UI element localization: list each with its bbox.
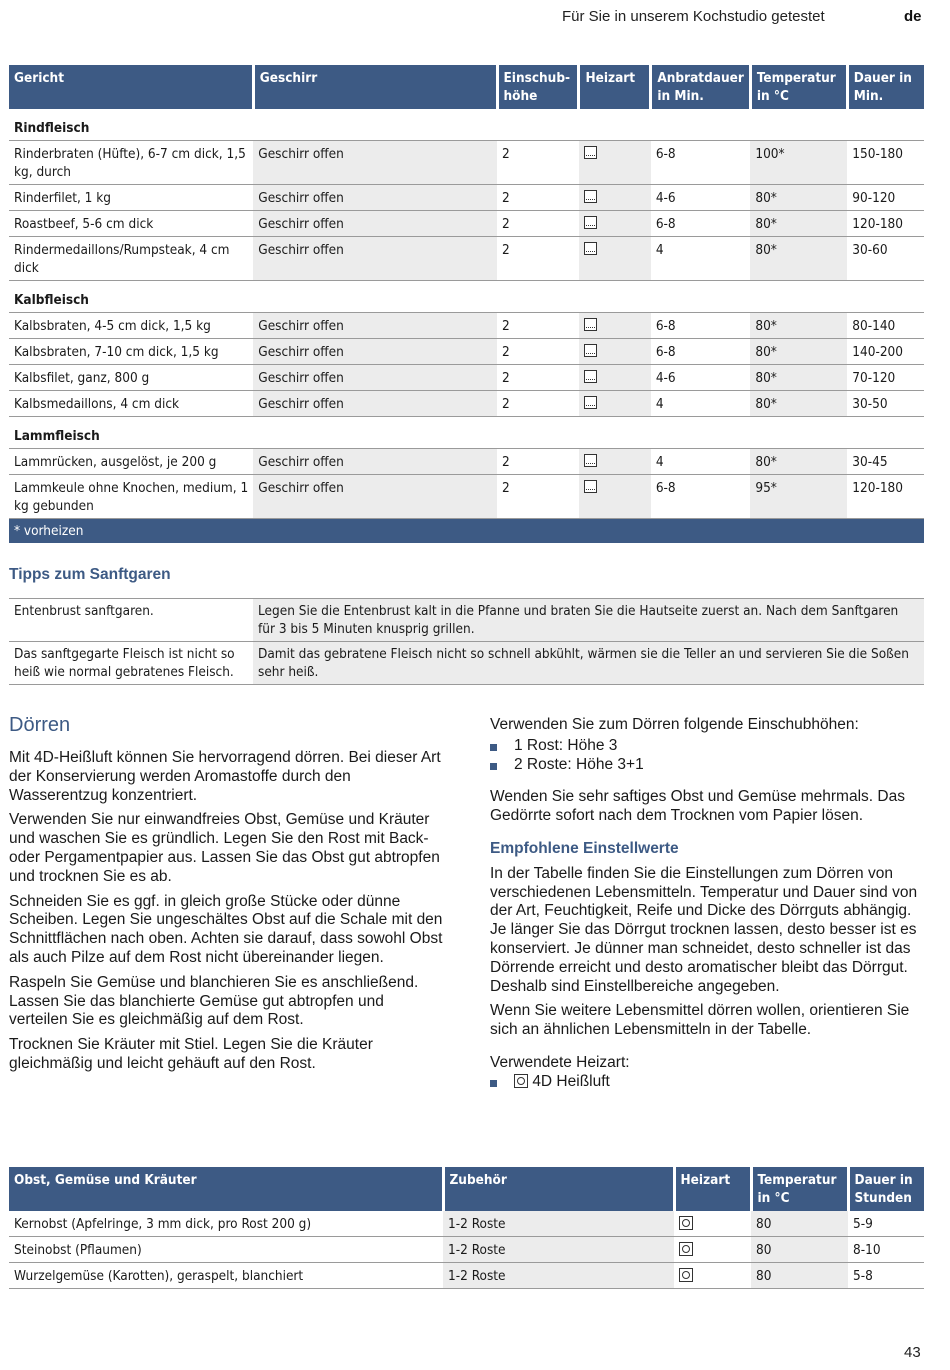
tips-row <box>9 642 924 685</box>
table-row <box>9 141 924 185</box>
oven-icon <box>584 190 597 203</box>
temp-cell: 80* <box>750 449 847 475</box>
oven-icon <box>584 396 597 409</box>
level-cell: 2 <box>497 339 579 365</box>
fan-icon <box>514 1074 528 1088</box>
sub-title-settings: Empfohlene Einstellwerte <box>490 839 679 857</box>
col-header: Dauer in Stunden <box>848 1167 924 1211</box>
level-cell: 2 <box>497 237 579 281</box>
col-header: Dauer in Min. <box>847 65 924 109</box>
oven-icon <box>584 454 597 467</box>
dish-cell: Kalbsbraten, 4-5 cm dick, 1,5 kg <box>9 313 253 339</box>
oven-icon <box>584 344 597 357</box>
tips-row <box>9 599 924 642</box>
accessory-cell: 1-2 Roste <box>443 1237 674 1263</box>
sear-cell: 6-8 <box>651 339 751 365</box>
heating-cell <box>674 1211 751 1237</box>
sear-cell: 4 <box>651 449 751 475</box>
footnote: * vorheizen <box>9 519 924 544</box>
temp-cell: 80* <box>750 339 847 365</box>
dish-cell: Geschirr offen <box>253 141 497 185</box>
heating-cell <box>579 391 651 417</box>
paragraph: Trocknen Sie Kräuter mit Stiel. Legen Sie die Kräuter gleichmäßig und leicht gehäuft auf den Rost. <box>9 1036 373 1072</box>
table-row <box>9 185 924 211</box>
page-number: 43 <box>904 1344 921 1361</box>
oven-icon <box>584 318 597 331</box>
col-header: Heizart <box>674 1167 751 1211</box>
heating-cell <box>579 449 651 475</box>
col-header: Gericht <box>9 65 253 109</box>
group-row <box>9 281 924 313</box>
temp-cell: 80* <box>750 391 847 417</box>
drying-table <box>9 1167 924 1289</box>
duration-cell: 150-180 <box>847 141 924 185</box>
heating-cell <box>674 1237 751 1263</box>
temp-cell: 80 <box>751 1263 848 1289</box>
col-header: Anbratdauer in Min. <box>651 65 751 109</box>
accessory-cell: 1-2 Roste <box>443 1263 674 1289</box>
group-label: Rindfleisch <box>9 109 924 141</box>
oven-icon <box>584 242 597 255</box>
table-row <box>9 211 924 237</box>
duration-cell: 30-60 <box>847 237 924 281</box>
heating-cell <box>579 475 651 519</box>
temp-cell: 80 <box>751 1211 848 1237</box>
temp-cell: 80 <box>751 1237 848 1263</box>
temp-cell: 80* <box>750 211 847 237</box>
food-cell: Steinobst (Pflaumen) <box>9 1237 443 1263</box>
col-header: Temperatur in °C <box>750 65 847 109</box>
heating-cell <box>579 211 651 237</box>
dish-cell: Rinderfilet, 1 kg <box>9 185 253 211</box>
duration-cell: 30-45 <box>847 449 924 475</box>
dish-cell: Lammkeule ohne Knochen, medium, 1 kg gebunden <box>9 475 253 519</box>
duration-cell: 5-8 <box>848 1263 924 1289</box>
accessory-cell: 1-2 Roste <box>443 1211 674 1237</box>
temp-cell: 80* <box>750 365 847 391</box>
table-row <box>9 1263 924 1289</box>
level-list <box>490 737 925 775</box>
dish-cell: Geschirr offen <box>253 211 497 237</box>
heating-cell <box>579 313 651 339</box>
col-header: Zubehör <box>443 1167 674 1211</box>
footnote-row <box>9 519 924 544</box>
duration-cell: 70-120 <box>847 365 924 391</box>
level-cell: 2 <box>497 449 579 475</box>
paragraph: Verwenden Sie nur einwandfreies Obst, Gemüse und Kräuter und waschen Sie es gründlich. Legen Sie den Rost mit Back- oder Pergamentpapier aus. Lassen Sie das Obst gut abtropfen und trocknen Sie es ab. <box>9 811 440 885</box>
list-item: 2 Roste: Höhe 3+1 <box>490 756 925 775</box>
tips-title: Tipps zum Sanftgaren <box>9 566 171 583</box>
sear-cell: 6-8 <box>651 211 751 237</box>
paragraph: Wenn Sie weitere Lebensmittel dörren wollen, orientieren Sie sich an ähnlichen Lebensmitteln in der Tabelle. <box>490 1002 910 1039</box>
dish-cell: Lammrücken, ausgelöst, je 200 g <box>9 449 253 475</box>
sear-cell: 6-8 <box>651 313 751 339</box>
col-header: Geschirr <box>253 65 497 109</box>
oven-icon <box>584 370 597 383</box>
sear-cell: 6-8 <box>651 141 751 185</box>
tips-advice: Damit das gebratene Fleisch nicht so schnell abkühlt, wärmen sie die Teller an und servieren Sie die Soßen sehr heiß. <box>253 642 924 685</box>
table-row <box>9 1211 924 1237</box>
dish-cell: Geschirr offen <box>253 475 497 519</box>
meat-cooking-table <box>9 65 924 543</box>
fan-icon <box>679 1242 693 1256</box>
temp-cell: 100* <box>750 141 847 185</box>
heating-cell <box>579 237 651 281</box>
paragraph: Verwenden Sie zum Dörren folgende Einschubhöhen: <box>490 716 859 733</box>
dish-cell: Rinderbraten (Hüfte), 6-7 cm dick, 1,5 kg, durch <box>9 141 253 185</box>
sear-cell: 4-6 <box>651 365 751 391</box>
heating-cell <box>579 141 651 185</box>
heating-list <box>490 1073 925 1092</box>
page-header-title: Für Sie in unserem Kochstudio getestet <box>562 8 825 25</box>
group-row <box>9 109 924 141</box>
tips-advice: Legen Sie die Entenbrust kalt in die Pfanne und braten Sie die Hautseite zuerst an. Nach dem Sanftgaren für 3 bis 5 Minuten knusprig grillen. <box>253 599 924 642</box>
section-title-drying: Dörren <box>9 714 71 736</box>
tips-topic: Das sanftgegarte Fleisch ist nicht so heiß wie normal gebratenes Fleisch. <box>9 642 253 685</box>
paragraph: Verwendete Heizart: <box>490 1053 630 1071</box>
fan-icon <box>679 1268 693 1282</box>
col-header: Einschub- höhe <box>497 65 579 109</box>
dish-cell: Geschirr offen <box>253 185 497 211</box>
level-cell: 2 <box>497 211 579 237</box>
temp-cell: 80* <box>750 313 847 339</box>
duration-cell: 120-180 <box>847 211 924 237</box>
level-cell: 2 <box>497 475 579 519</box>
food-cell: Wurzelgemüse (Karotten), geraspelt, blanchiert <box>9 1263 443 1289</box>
duration-cell: 90-120 <box>847 185 924 211</box>
level-cell: 2 <box>497 313 579 339</box>
dish-cell: Kalbsfilet, ganz, 800 g <box>9 365 253 391</box>
table-header-row <box>9 65 924 109</box>
table-row <box>9 365 924 391</box>
col-header: Heizart <box>579 65 651 109</box>
paragraph: Raspeln Sie Gemüse und blanchieren Sie es anschließend. Lassen Sie das blanchierte Gemüse gut abtropfen und verteilen Sie es gleichmäßig auf dem Rost. <box>9 973 419 1029</box>
temp-cell: 95* <box>750 475 847 519</box>
heating-cell <box>674 1263 751 1289</box>
heating-cell <box>579 185 651 211</box>
group-row <box>9 417 924 449</box>
dish-cell: Geschirr offen <box>253 339 497 365</box>
tips-table <box>9 598 924 685</box>
oven-icon <box>584 146 597 159</box>
duration-cell: 5-9 <box>848 1211 924 1237</box>
heating-cell <box>579 365 651 391</box>
table-header-row <box>9 1167 924 1211</box>
dish-cell: Geschirr offen <box>253 365 497 391</box>
level-cell: 2 <box>497 365 579 391</box>
table-row <box>9 391 924 417</box>
duration-cell: 30-50 <box>847 391 924 417</box>
duration-cell: 80-140 <box>847 313 924 339</box>
level-cell: 2 <box>497 185 579 211</box>
paragraph: In der Tabelle finden Sie die Einstellungen zum Dörren von verschiedenen Lebensmitteln. Temperatur und Dauer sind von der Art, Feuchtigkeit, Reife und Dicke des Dörrguts abhängig. Je länger Sie das Dörrgut trocknen lassen, desto besser ist es konserviert. Je dünner man schneidet, desto schneller ist das Dörrende erreicht und desto aromatischer bleibt das Dörrgut. Deshalb sind Einstellbereiche angegeben. <box>490 864 918 995</box>
sear-cell: 4 <box>651 391 751 417</box>
table-row <box>9 449 924 475</box>
paragraph: Schneiden Sie es ggf. in gleich große Stücke oder dünne Scheiben. Legen Sie ungeschältes Obst auf die Schale mit den Schnittflächen nach oben. Achten sie darauf, dass sowohl Obst als auch Pilze auf dem Rost nicht übereinander liegen. <box>9 892 443 966</box>
fan-icon <box>679 1216 693 1230</box>
table-row <box>9 313 924 339</box>
table-row <box>9 339 924 365</box>
dish-cell: Geschirr offen <box>253 449 497 475</box>
group-label: Lammfleisch <box>9 417 924 449</box>
page-header-lang: de <box>904 8 922 25</box>
sear-cell: 4-6 <box>651 185 751 211</box>
dish-cell: Rindermedaillons/Rumpsteak, 4 cm dick <box>9 237 253 281</box>
heating-mode: 4D Heißluft <box>532 1072 610 1090</box>
group-label: Kalbfleisch <box>9 281 924 313</box>
dish-cell: Kalbsmedaillons, 4 cm dick <box>9 391 253 417</box>
level-cell: 2 <box>497 391 579 417</box>
list-item: 1 Rost: Höhe 3 <box>490 737 925 756</box>
table-row <box>9 237 924 281</box>
col-header: Temperatur in °C <box>751 1167 848 1211</box>
duration-cell: 120-180 <box>847 475 924 519</box>
dish-cell: Geschirr offen <box>253 391 497 417</box>
sear-cell: 6-8 <box>651 475 751 519</box>
col-header: Obst, Gemüse und Kräuter <box>9 1167 443 1211</box>
duration-cell: 8-10 <box>848 1237 924 1263</box>
duration-cell: 140-200 <box>847 339 924 365</box>
drying-right-column <box>490 716 925 1092</box>
table-row <box>9 1237 924 1263</box>
oven-icon <box>584 480 597 493</box>
dish-cell: Geschirr offen <box>253 313 497 339</box>
paragraph: Wenden Sie sehr saftiges Obst und Gemüse mehrmals. Das Gedörrte sofort nach dem Trocknen vom Papier lösen. <box>490 788 905 825</box>
dish-cell: Roastbeef, 5-6 cm dick <box>9 211 253 237</box>
level-cell: 2 <box>497 141 579 185</box>
temp-cell: 80* <box>750 185 847 211</box>
temp-cell: 80* <box>750 237 847 281</box>
food-cell: Kernobst (Apfelringe, 3 mm dick, pro Rost 200 g) <box>9 1211 443 1237</box>
dish-cell: Kalbsbraten, 7-10 cm dick, 1,5 kg <box>9 339 253 365</box>
list-item <box>490 1073 925 1092</box>
drying-left-column <box>9 749 444 1080</box>
sear-cell: 4 <box>651 237 751 281</box>
dish-cell: Geschirr offen <box>253 237 497 281</box>
heating-cell <box>579 339 651 365</box>
table-row <box>9 475 924 519</box>
oven-icon <box>584 216 597 229</box>
paragraph: Mit 4D-Heißluft können Sie hervorragend dörren. Bei dieser Art der Konservierung werden Aromastoffe durch den Wasserentzug konzentriert. <box>9 749 441 804</box>
tips-topic: Entenbrust sanftgaren. <box>9 599 253 642</box>
